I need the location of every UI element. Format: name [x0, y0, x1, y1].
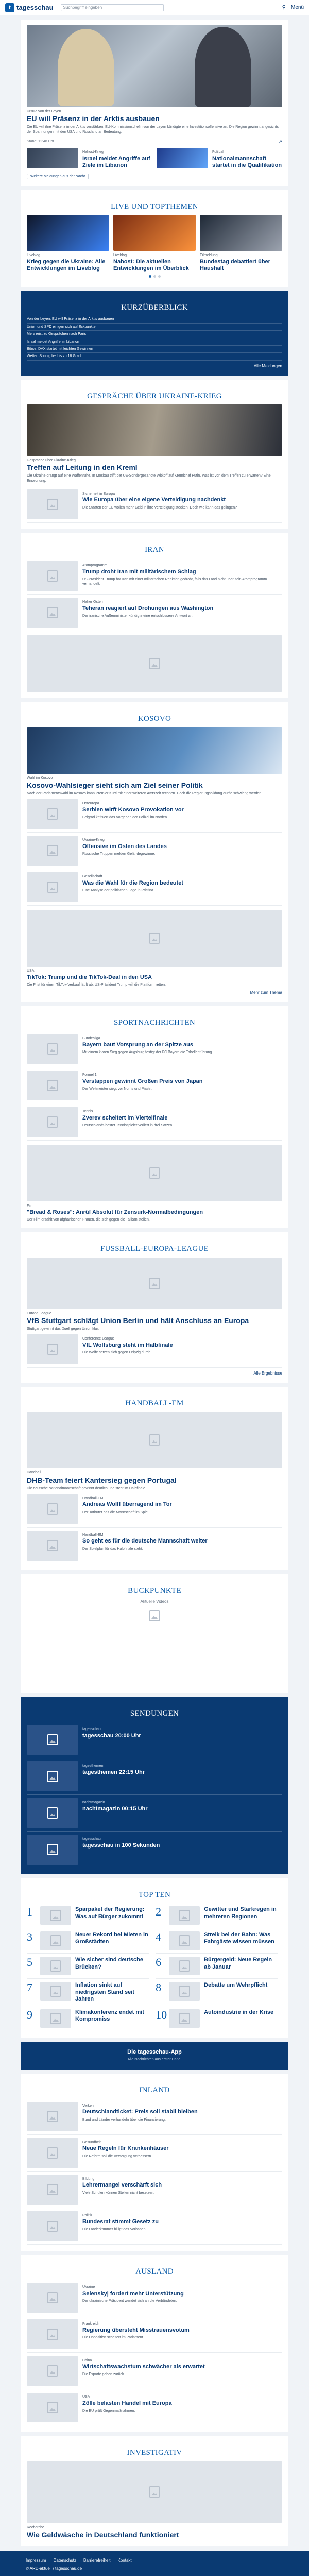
top-kicker: Ursula von der Leyen — [27, 110, 61, 113]
list-item[interactable]: Merz reist zu Gesprächen nach Paris — [27, 331, 282, 338]
logo-mark-icon: t — [5, 3, 14, 12]
buck-section — [21, 1574, 288, 1693]
inland-section: INLAND Verkehr Deutschlandticket: Preis soll stabil bleiben Bund und Länder verhandeln über die Finanzierung. Gesundheit Neue Regeln für Krankenhäuser Die Reform soll die Versorgung verbessern. Bildung Lehrermangel verschärft sich Viele Schulen können Stellen nicht besetzen. Politik Bundesrat stimmt Gesetz zu Die Länderkammer billigt das Vorhaben. — [21, 2074, 288, 2251]
more-button[interactable]: Weitere Meldungen aus der Nacht — [27, 174, 89, 179]
small-kicker: Nahost-Krieg — [82, 150, 104, 155]
kreml-image[interactable] — [27, 404, 282, 456]
loading-icon — [149, 1610, 160, 1621]
show-headline[interactable]: nachtmagazin 00:15 Uhr — [82, 1805, 148, 1812]
list-item[interactable]: Börse: DAX startet mit leichten Gewinnen — [27, 346, 282, 353]
image-icon — [47, 1540, 58, 1551]
article-headline[interactable]: Selenskyj fordert mehr Unterstützung — [82, 2290, 184, 2297]
image-icon — [47, 845, 58, 856]
kosovo-section: KOSOVO Wahl im Kosovo Kosovo-Wahlsieger sieht sich am Ziel seiner Politik Nach der Parlamentswahl im Kosovo kann Premier Kurti mit einer weiteren Amtszeit rechnen. Doch die Regierungsbildung dürfte schwierig werden. Osteuropa Serbien wirft Kosovo Provokation vor Belgrad kritisiert das Vorgehen der Polizei im Norden. Ukraine-Krieg Offensive im Osten des Landes Russische Truppen melden Geländegewinne. Gesellschaft Was die Wahl für die Region bedeutet Eine Analyse der politischen Lage in Pristina. USA TikTok: Trump und die TikTok-Deal in den USA Die Frist für einen TikTok-Verkauf läuft ab. US-Präsident Trump will die Plattform retten. Mehr zum Thema — [21, 702, 288, 1002]
article-headline[interactable]: Zverev scheitert im Viertelfinale — [82, 1114, 168, 1121]
buck-label: Aktuelle Videos — [140, 1599, 169, 1604]
sendungen-section: SENDUNGEN tagesschau tagesschau 20:00 Uhr tagesthemen tagesthemen 22:15 Uhr nachtmagazin nachtmagazin 00:15 Uhr tagesschau tagesschau in 100 Sekunden — [21, 1697, 288, 1874]
small-headline[interactable]: Israel meldet Angriffe auf Ziele im Libanon — [82, 155, 150, 168]
image-icon — [47, 1043, 58, 1055]
list-item[interactable]: Von der Leyen: EU will Präsenz in der Arktis ausbauen — [27, 316, 282, 323]
search-icon[interactable]: ⚲ — [282, 4, 286, 10]
image-icon — [47, 882, 58, 893]
section-title: KURZÜBERBLICK — [121, 303, 188, 312]
footer-link[interactable]: Impressum — [26, 2557, 46, 2563]
play-icon — [47, 1844, 58, 1855]
article-headline[interactable]: Was die Wahl für die Region bedeutet — [82, 879, 183, 886]
footer — [0, 2551, 309, 2576]
small-image[interactable] — [27, 148, 78, 168]
placeholder-image[interactable] — [27, 635, 282, 692]
top-teaser: Die EU will ihre Präsenz in der Arktis verstärken. EU-Kommissionschefin von der Leyen kündigte eine Investitionsoffensive an. Die Region gewinnt angesichts der Spannungen mit den USA und Russland an Bedeutung. — [27, 125, 279, 134]
play-icon — [47, 1734, 58, 1745]
menu-button[interactable]: Menü — [290, 4, 304, 10]
image-icon — [47, 570, 58, 582]
section-title: INLAND — [139, 2086, 170, 2094]
play-icon — [47, 1771, 58, 1782]
placeholder-image[interactable] — [27, 2461, 282, 2523]
more-link[interactable]: Mehr zum Thema — [250, 990, 282, 995]
topten-section: TOP TEN 1 Sparpaket der Regierung: Was auf Bürger zukommt 2 Gewitter und Starkregen in mehreren Regionen 3 Neuer Rekord bei Mieten in Großstädten 4 Streik bei der Bahn: Was Fahrgäste wissen müssen 5 Wie sicher sind deutsche Brücken? 6 Bürgergeld: Neue Regeln ab Januar 7 Inflation sinkt auf niedrigsten Stand seit Jahren 8 Debatte um Wehrpflicht 9 Klimakonferenz endet mit Kompromiss 10 Autoindustrie in der Krise — [21, 1878, 288, 2038]
article-headline[interactable]: Neue Regeln für Krankenhäuser — [82, 2145, 169, 2152]
top-item[interactable]: Gewitter und Starkregen in mehreren Regionen — [204, 1906, 277, 1920]
section-title: AUSLAND — [135, 2267, 174, 2276]
live-card[interactable]: Liveblog Nahost: Die aktuellen Entwicklungen im Überblick — [113, 215, 196, 272]
top-item[interactable]: Inflation sinkt auf niedrigsten Stand seit Jahren — [75, 1982, 134, 2002]
all-news-link[interactable]: Alle Meldungen — [253, 363, 282, 368]
article-headline[interactable]: Deutschlandticket: Preis soll stabil bleiben — [82, 2109, 198, 2115]
top-item[interactable]: Debatte um Wehrpflicht — [204, 1982, 268, 1989]
carousel-dots[interactable] — [27, 272, 282, 281]
list-item[interactable]: Union und SPD einigen sich auf Eckpunkte — [27, 324, 282, 331]
section-title: KOSOVO — [138, 715, 171, 723]
live-card[interactable]: Eilmeldung Bundestag debattiert über Haushalt — [200, 215, 282, 272]
europa-headline[interactable]: VfB Stuttgart schlägt Union Berlin und hält Anschluss an Europa — [27, 1316, 249, 1325]
placeholder-image[interactable] — [27, 1145, 282, 1201]
list-item[interactable]: Israel meldet Angriffe im Libanon — [27, 338, 282, 346]
image-icon — [47, 1080, 58, 1091]
top-item[interactable]: Klimakonferenz endet mit Kompromiss — [75, 2009, 144, 2023]
side-headline[interactable]: Wie Europa über eine eigene Verteidigung nachdenkt — [82, 497, 226, 503]
show-headline[interactable]: tagesthemen 22:15 Uhr — [82, 1769, 145, 1775]
logo[interactable] — [5, 3, 54, 12]
placeholder-image[interactable] — [27, 489, 78, 519]
image-icon — [47, 499, 58, 510]
section-title: LIVE UND TOPTHEMEN — [111, 202, 198, 211]
image-icon — [47, 1344, 58, 1355]
top-story — [21, 20, 288, 186]
copyright: © ARD-aktuell / tagesschau.de — [26, 2566, 82, 2571]
ausland-section: AUSLAND Ukraine Selenskyj fordert mehr Unterstützung Der ukrainische Präsident wendet sich an die Verbündeten. Frankreich Regierung übersteht Misstrauensvotum Die Opposition scheitert im Parlament. China Wirtschaftswachstum schwächer als erwartet Die Exporte gehen zurück. USA Zölle belasten Handel mit Europa Die EU prüft Gegenmaßnahmen. — [21, 2255, 288, 2432]
placeholder-image[interactable] — [27, 910, 282, 967]
article-headline[interactable]: Andreas Wolff überragend im Tor — [82, 1501, 172, 1508]
kurz-section — [21, 291, 288, 376]
section-title: INVESTIGATIV — [127, 2449, 182, 2458]
top-item[interactable]: Sparpaket der Regierung: Was auf Bürger zukommt — [75, 1906, 145, 1920]
article-headline[interactable]: Verstappen gewinnt Großen Preis von Japan — [82, 1078, 203, 1084]
footer-link[interactable]: Kontakt — [117, 2557, 132, 2563]
article-headline[interactable]: Teheran reagiert auf Drohungen aus Washington — [82, 605, 214, 612]
invest-section: INVESTIGATIV Recherche Wie Geldwäsche in Deutschland funktioniert — [21, 2436, 288, 2545]
site-header — [0, 0, 309, 15]
top-item[interactable]: Streik bei der Bahn: Was Fahrgäste wissen müssen — [204, 1931, 275, 1945]
image-icon — [47, 1116, 58, 1128]
iran-section: IRAN Atomprogramm Trump droht Iran mit militärischem Schlag US-Präsident Trump hat Iran mit einer militärischen Reaktion gedroht, falls das Land nicht über sein Atomprogramm verhandelt. Naher Osten Teheran reagiert auf Drohungen aus Washington Der iranische Außenminister kündigte eine entschlossene Antwort an. — [21, 533, 288, 698]
small-kicker: Fußball — [212, 150, 225, 155]
handball-section: HANDBALL-EM Handball DHB-Team feiert Kantersieg gegen Portugal Die deutsche Nationalmannschaft gewinnt deutlich und steht im Halbfinale. Handball-EM Andreas Wolff überragend im Tor Der Torhüter hält die Mannschaft im Spiel. Handball-EM So geht es für die deutsche Mannschaft weiter Der Spielplan für das Halbfinale steht. — [21, 1387, 288, 1570]
app-promo[interactable]: Die tagesschau-App Alle Nachrichten aus erster Hand. — [21, 2042, 288, 2070]
article-headline[interactable]: Regierung übersteht Misstrauensvotum — [82, 2327, 190, 2333]
article-headline[interactable]: Wirtschaftswachstum schwächer als erwartet — [82, 2363, 205, 2370]
section-title: IRAN — [145, 546, 164, 554]
section-title: SENDUNGEN — [130, 1709, 179, 1718]
show-headline[interactable]: tagesschau 20:00 Uhr — [82, 1732, 141, 1739]
kosovo-image[interactable] — [27, 727, 282, 774]
logo-text: tagesschau — [16, 3, 54, 11]
list-item[interactable]: Wetter: Sonnig bei bis zu 18 Grad — [27, 353, 282, 360]
section-title: TOP TEN — [138, 1891, 171, 1900]
section-title: GESPRÄCHE ÜBER UKRAINE-KRIEG — [87, 392, 222, 400]
share-icon[interactable]: ↗ — [278, 139, 282, 145]
image-icon — [149, 1167, 160, 1179]
image-icon — [149, 658, 160, 669]
top-item[interactable]: Autoindustrie in der Krise — [204, 2009, 274, 2016]
kosovo-headline[interactable]: Kosovo-Wahlsieger sieht sich am Ziel seiner Politik — [27, 781, 203, 789]
article-headline[interactable]: Lehrermangel verschärft sich — [82, 2182, 162, 2189]
small-image[interactable] — [157, 148, 208, 168]
placeholder-image[interactable] — [27, 1412, 282, 1468]
results-link[interactable]: Alle Ergebnisse — [253, 1371, 282, 1376]
article-headline[interactable]: Offensive im Osten des Landes — [82, 843, 167, 850]
article-headline[interactable]: Zölle belasten Handel mit Europa — [82, 2400, 172, 2406]
footer-link[interactable]: Datenschutz — [53, 2557, 77, 2563]
footer-link[interactable]: Barrierefreiheit — [83, 2557, 111, 2563]
article-headline[interactable]: Bayern baut Vorsprung an der Spitze aus — [82, 1041, 193, 1048]
top-headline[interactable]: EU will Präsenz in der Arktis ausbauen — [27, 114, 160, 123]
feature-headline[interactable]: "Bread & Roses": Anrüf Absolut für Zensurk-Normalbedingungen — [27, 1209, 203, 1215]
image-icon — [47, 607, 58, 618]
article-headline[interactable]: So geht es für die deutsche Mannschaft weiter — [82, 1538, 208, 1545]
image-icon — [149, 933, 160, 944]
top-item[interactable]: Neuer Rekord bei Mieten in Großstädten — [75, 1931, 148, 1945]
image-icon — [149, 1278, 160, 1289]
section-title: HANDBALL-EM — [125, 1399, 184, 1408]
search-input[interactable]: Suchbegriff eingeben — [61, 4, 164, 11]
top-item[interactable]: Bürgergeld: Neue Regeln ab Januar — [204, 1957, 272, 1970]
top-item[interactable]: Wie sicher sind deutsche Brücken? — [75, 1957, 143, 1970]
sport-section: SPORTNACHRICHTEN Bundesliga Bayern baut Vorsprung an der Spitze aus Mit einem klaren Sieg gegen Augsburg festigt der FC Bayern die Tabellenführung. Formel 1 Verstappen gewinnt Großen Preis von Japan Der Weltmeister siegt vor Norris und Piastri. Tennis Zverev scheitert im Viertelfinale Deutschlands bester Tennisspieler verliert in drei Sätzen. Film "Bread & Roses": Anrüf Absolut für Zensurk-Normalbedingungen Der Film erzählt von afghanischen Frauen, die sich gegen die Taliban stellen. — [21, 1006, 288, 1228]
image-icon — [149, 1434, 160, 1446]
image-icon — [47, 1503, 58, 1515]
live-card[interactable]: Liveblog Krieg gegen die Ukraine: Alle Entwicklungen im Liveblog — [27, 215, 109, 272]
invest-headline[interactable]: Wie Geldwäsche in Deutschland funktioniert — [27, 2530, 179, 2539]
small-headline[interactable]: Nationalmannschaft startet in die Qualifikation — [212, 155, 282, 168]
top-image[interactable] — [27, 25, 282, 107]
top-time: Stand: 12:48 Uhr — [27, 140, 54, 144]
handball-headline[interactable]: DHB-Team feiert Kantersieg gegen Portugal — [27, 1476, 177, 1484]
europa-section: FUSSBALL-EUROPA-LEAGUE Europa League VfB Stuttgart schlägt Union Berlin und hält Anschluss an Europa Stuttgart gewinnt das Duell gegen Union klar. Conference League VfL Wolfsburg steht im Halbfinale Die Wölfe setzen sich gegen Leipzig durch. Alle Ergebnisse — [21, 1232, 288, 1383]
image-icon — [47, 808, 58, 820]
section-title: BUCKPUNKTE — [128, 1586, 181, 1595]
section-title: FUSSBALL-EUROPA-LEAGUE — [100, 1245, 209, 1253]
article-headline[interactable]: Bundesrat stimmt Gesetz zu — [82, 2218, 159, 2225]
tiktok-headline[interactable]: TikTok: Trump und die TikTok-Deal in den USA — [27, 974, 152, 980]
show-headline[interactable]: tagesschau in 100 Sekunden — [82, 1842, 160, 1849]
live-section — [21, 190, 288, 287]
article-headline[interactable]: Trump droht Iran mit militärischem Schlag — [82, 568, 196, 575]
play-icon — [47, 1807, 58, 1819]
article-headline[interactable]: Serbien wirft Kosovo Provokation vor — [82, 806, 184, 813]
kreml-headline[interactable]: Treffen auf Leitung in den Kreml — [27, 463, 138, 472]
kreml-section: GESPRÄCHE ÜBER UKRAINE-KRIEG Gespräche über Ukraine-Krieg Treffen auf Leitung in den Kreml Die Ukraine drängt auf eine Waffenruhe. In Moskau trifft der US-Sondergesandte Witkoff auf Kremlchef Putin. Was ist von dem Treffen zu erwarten? Eine Einordnung. Sicherheit in Europa Wie Europa über eine eigene Verteidigung nachdenkt Die Staaten der EU wollen mehr Geld in ihre Verteidigung stecken. Doch wie kann das gelingen? — [21, 380, 288, 529]
section-title: SPORTNACHRICHTEN — [113, 1019, 196, 1027]
article-headline[interactable]: VfL Wolfsburg steht im Halbfinale — [82, 1342, 173, 1348]
placeholder-image[interactable] — [27, 1258, 282, 1309]
